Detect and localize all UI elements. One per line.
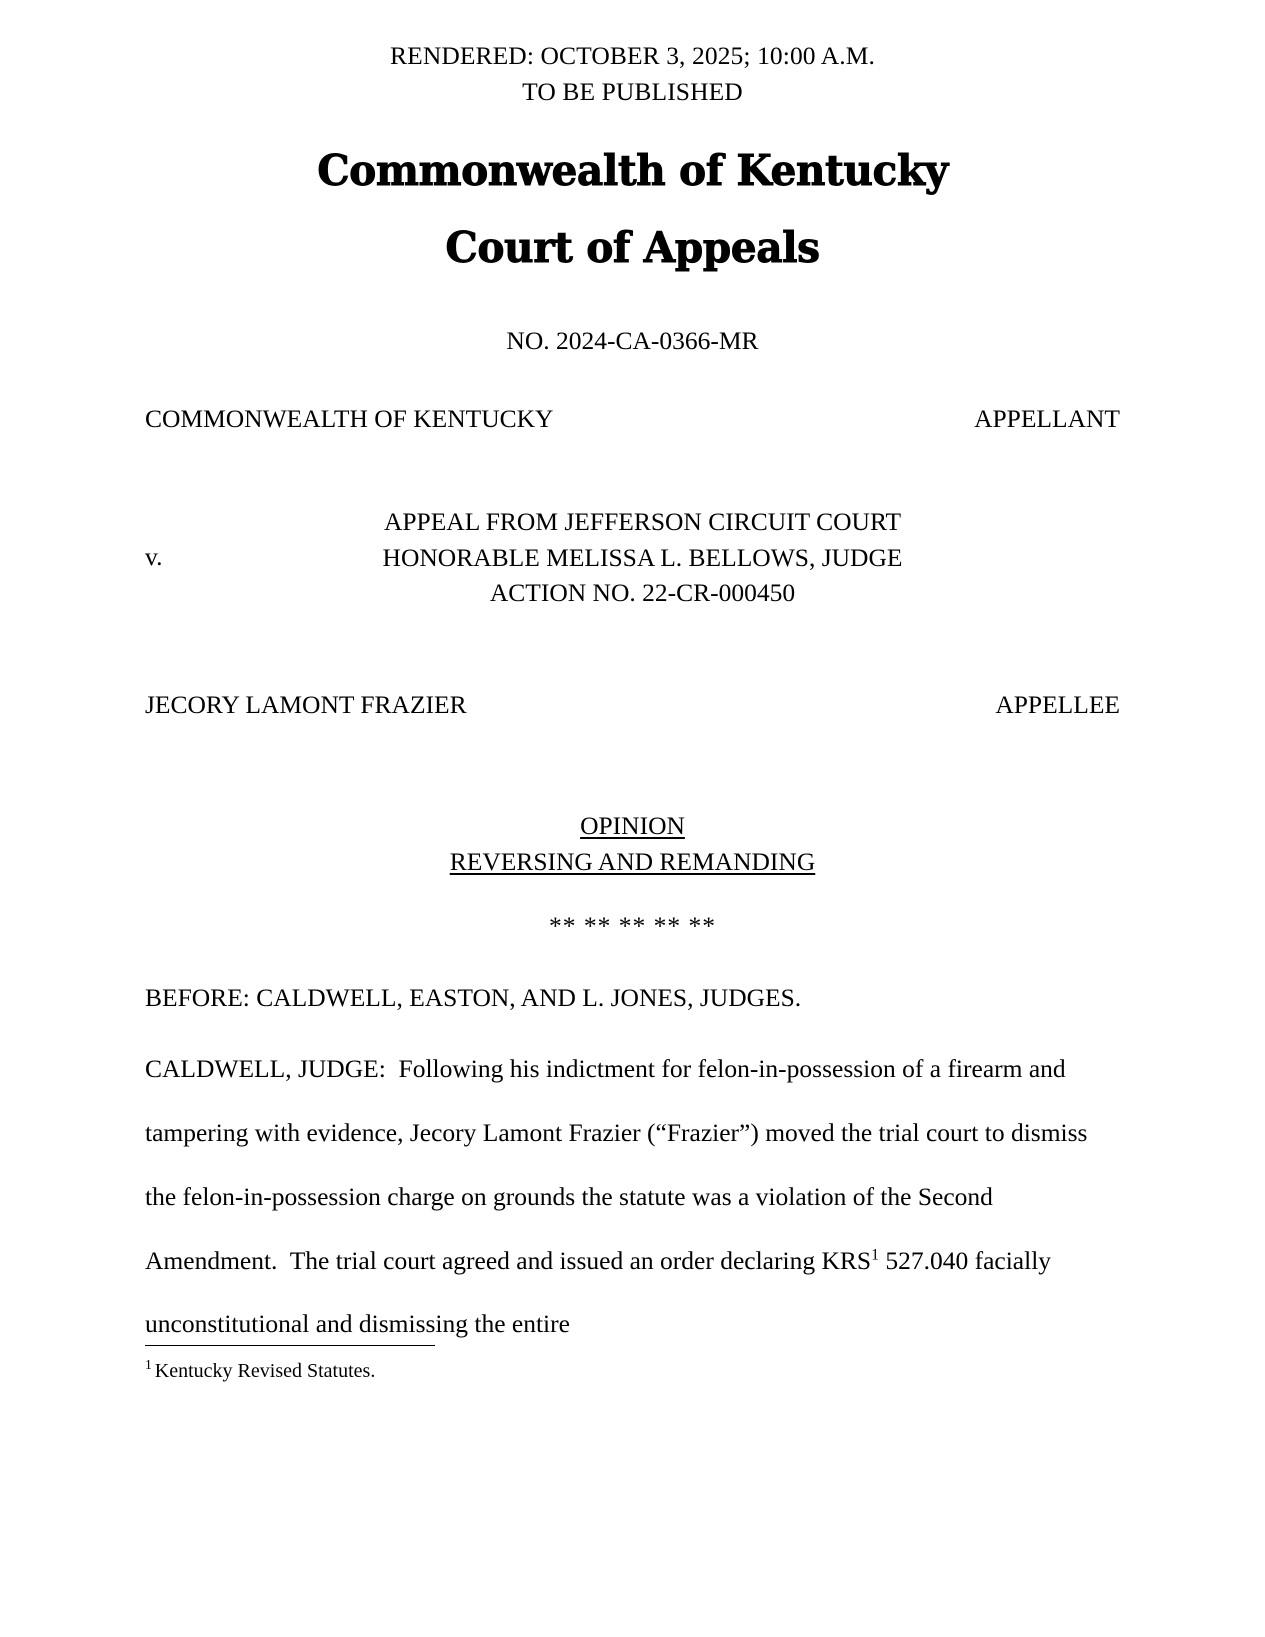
opinion-heading	[145, 808, 1120, 879]
footnote-area	[145, 1345, 1120, 1383]
case-number: NO. 2024-CA-0366-MR	[506, 326, 759, 356]
opinion-body-paragraph	[145, 1037, 1120, 1356]
versus-label: v.	[145, 542, 163, 572]
appellee-role: APPELLEE	[995, 689, 1120, 719]
appellee-row	[145, 690, 1120, 720]
footnote-separator-rule	[145, 1345, 435, 1346]
footnote-entry	[145, 1357, 1120, 1383]
court-jurisdiction-title: Commonwealth of Kentucky	[317, 146, 948, 196]
opinion-label: OPINION	[580, 810, 685, 840]
rendered-date-line: RENDERED: OCTOBER 3, 2025; 10:00 A.M.	[390, 41, 875, 70]
judicial-panel-line: BEFORE: CALDWELL, EASTON, AND L. JONES, JUDGES.	[145, 983, 802, 1013]
footnote-reference-marker: 1	[871, 1246, 879, 1264]
body-text-after-footnote: 527.040 facially unconstitutional and dismissing the entire	[145, 1245, 1058, 1339]
appeal-from-court: APPEAL FROM JEFFERSON CIRCUIT COURT	[383, 507, 902, 537]
appeal-from-action-number: ACTION NO. 22-CR-000450	[489, 577, 796, 607]
appellant-name: COMMONWEALTH OF KENTUCKY	[145, 404, 554, 434]
opinion-heading-line-2	[145, 844, 1120, 880]
appellant-role: APPELLANT	[974, 404, 1120, 434]
rendered-header	[145, 38, 1120, 110]
appellee-name: JECORY LAMONT FRAZIER	[145, 689, 467, 719]
document-content	[145, 38, 1120, 1356]
court-name-title: Court of Appeals	[445, 223, 820, 273]
asterisk-separator: ** ** ** ** **	[549, 911, 716, 941]
footnote-number: 1	[145, 1357, 152, 1373]
footnote-text: Kentucky Revised Statutes.	[154, 1360, 376, 1382]
appeal-from-judge: HONORABLE MELISSA L. BELLOWS, JUDGE	[382, 542, 903, 572]
appeal-from-block	[145, 504, 1120, 610]
opinion-disposition: REVERSING AND REMANDING	[449, 846, 816, 876]
opinion-heading-line-1	[145, 808, 1120, 844]
appeal-from-lines	[145, 504, 1120, 610]
body-text-before-footnote: CALDWELL, JUDGE: Following his indictment for felon-in-possession of a firearm and tampering with evidence, Jecory Lamont Frazier (“Frazier”) moved the trial court to dismiss the felon-in-possession charge on grounds the statute was a violation of the Second Amendment. The trial court agreed and issued an order declaring KRS	[145, 1054, 1094, 1275]
publication-status-line: TO BE PUBLISHED	[522, 77, 743, 107]
appellant-row	[145, 404, 1120, 434]
